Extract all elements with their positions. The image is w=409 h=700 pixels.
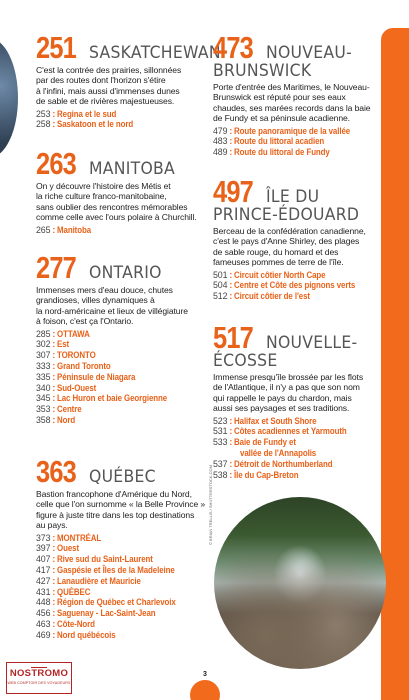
section-links — [213, 126, 378, 158]
section-links — [213, 416, 378, 481]
toc-link[interactable]: 253 : Regina et le sud — [36, 108, 117, 119]
toc-link[interactable]: 533 : Baie de Fundy et — [213, 437, 297, 448]
toc-link[interactable]: 523 : Halifax et South Shore — [213, 415, 317, 426]
section-ontario — [36, 252, 206, 426]
section-links — [36, 533, 206, 641]
region-name-continued: BRUNSWICK — [213, 61, 312, 81]
section-description: On y découvre l'histoire des Métis et la riche culture franco-manitobaine, sans oublier des rencontres mémorables comme celle avec l'ours polaire à Churchill. — [36, 181, 197, 223]
logo-brand: NOSTROMO — [9, 668, 69, 679]
toc-link[interactable]: 353 : Centre — [36, 404, 82, 415]
section-nouvelle-ecosse — [213, 322, 378, 480]
toc-link[interactable]: 345 : Lac Huron et baie Georgienne — [36, 393, 168, 404]
page-number-marker — [190, 680, 220, 700]
section-manitoba — [36, 148, 206, 235]
section-ile-du-prince-edouard — [213, 176, 378, 302]
toc-link[interactable]: 265 : Manitoba — [36, 224, 92, 235]
toc-link[interactable]: 538 : Île du Cap-Breton — [213, 469, 299, 480]
chapter-page-number: 263 — [36, 146, 76, 181]
section-description: C'est la contrée des prairies, sillonnées par des routes dont l'horizon s'étire à l'infini, mais aussi d'immenses dunes de sable et de rivières majestueuses. — [36, 65, 182, 107]
logo-tagline: WEB COMPTOIR DES VOYAGEURS — [7, 681, 71, 685]
region-name-continued: PRINCE-ÉDOUARD — [213, 205, 360, 225]
toc-link[interactable]: 501 : Circuit côtier North Cape — [213, 269, 326, 280]
section-heading — [36, 252, 206, 283]
toc-link[interactable]: 448 : Région de Québec et Charlevoix — [36, 597, 176, 608]
toc-link[interactable]: 335 : Péninsule de Niagara — [36, 371, 136, 382]
toc-link[interactable]: 537 : Détroit de Northumberland — [213, 458, 333, 469]
region-name: NOUVEAU- — [266, 43, 353, 63]
section-description: Porte d'entrée des Maritimes, le Nouveau- Brunswick est réputé pour ses eaux chaudes, ses marées records dans la baie de Fundy et sa péninsule acadienne. — [213, 82, 371, 124]
region-name: SASKATCHEWAN — [89, 43, 222, 63]
toc-link[interactable]: 307 : TORONTO — [36, 350, 96, 361]
toc-link[interactable]: 285 : OTTAWA — [36, 328, 90, 339]
toc-link[interactable]: 258 : Saskatoon et le nord — [36, 119, 134, 130]
cropped-photo-edge — [0, 38, 18, 158]
section-heading — [213, 322, 378, 353]
toc-link[interactable]: 427 : Lanaudière et Mauricie — [36, 575, 142, 586]
section-links — [36, 329, 206, 426]
region-name: ÎLE DU — [266, 187, 320, 207]
section-nouveau-brunswick — [213, 32, 378, 158]
toc-link[interactable]: 512 : Circuit côtier de l'est — [213, 291, 311, 302]
toc-link[interactable]: 407 : Rive sud du Saint-Laurent — [36, 554, 154, 565]
region-name-continued: ÉCOSSE — [213, 351, 278, 371]
page-number: 3 — [203, 671, 207, 678]
toc-link[interactable]: 340 : Sud-Ouest — [36, 382, 97, 393]
section-links — [213, 270, 378, 302]
toc-link[interactable]: 397 : Ouest — [36, 543, 80, 554]
toc-link[interactable]: 489 : Route du littoral de Fundy — [213, 147, 330, 158]
chapter-page-number: 251 — [36, 30, 76, 65]
section-links — [36, 225, 206, 236]
region-name: MANITOBA — [89, 159, 176, 179]
chapter-page-number: 473 — [213, 30, 253, 65]
toc-link-continued[interactable]: vallée de l'Annapolis — [240, 448, 317, 459]
region-name: QUÉBEC — [89, 467, 157, 487]
toc-link[interactable]: 373 : MONTRÉAL — [36, 532, 102, 543]
chapter-page-number: 497 — [213, 174, 253, 209]
region-name: NOUVELLE- — [266, 333, 358, 353]
toc-link[interactable]: 302 : Est — [36, 339, 70, 350]
section-description: Immenses mers d'eau douce, chutes grandioses, villes dynamiques à la nord-américaine et lieux de villégiature à foison, c'est ça l'Ontario. — [36, 285, 188, 327]
toc-link[interactable]: 431 : QUÉBEC — [36, 586, 91, 597]
section-heading — [36, 148, 206, 179]
chapter-page-number: 363 — [36, 454, 76, 489]
section-description: Bastion francophone d'Amérique du Nord, celle que l'on surnomme « la Belle Province » figure à juste titre dans les top destinations au pays. — [36, 489, 206, 531]
toc-link[interactable]: 531 : Côtes acadiennes et Yarmouth — [213, 426, 347, 437]
orange-side-tab — [381, 28, 409, 700]
toc-link[interactable]: 479 : Route panoramique de la vallée — [213, 125, 351, 136]
section-description: Berceau de la confédération canadienne, c'est le pays d'Anne Shirley, des plages de sable rouge, du homard et des fameuses pommes de terre de l'île. — [213, 226, 366, 268]
section-links — [36, 109, 206, 131]
photo-credit: © BRIAN TRELLIS / SHUTTERSTOCK.COM — [208, 465, 213, 545]
toc-link[interactable]: 504 : Centre et Côte des pignons verts — [213, 280, 356, 291]
toc-link[interactable]: 463 : Côte-Nord — [36, 619, 96, 629]
section-heading — [36, 456, 206, 487]
toc-link[interactable]: 483 : Route du littoral acadien — [213, 136, 325, 147]
chapter-page-number: 517 — [213, 320, 253, 355]
nostromo-logo — [6, 662, 72, 694]
region-name: ONTARIO — [89, 263, 162, 283]
section-description: Immense presqu'île brossée par les flots de l'Atlantique, il n'y a pas que son nom qui rappelle le pays du chardon, mais aussi ses paysages et ses traditions. — [213, 372, 364, 414]
toc-link[interactable]: 358 : Nord — [36, 415, 76, 425]
chapter-page-number: 277 — [36, 250, 76, 285]
toc-link[interactable]: 417 : Gaspésie et Îles de la Madeleine — [36, 565, 175, 576]
section-saskatchewan — [36, 30, 222, 130]
toc-link[interactable]: 333 : Grand Toronto — [36, 361, 111, 372]
toc-link[interactable]: 456 : Saguenay - Lac-Saint-Jean — [36, 608, 156, 619]
section-heading — [213, 32, 378, 63]
section-quebec — [36, 456, 206, 641]
boat-icon — [31, 662, 47, 668]
canyon-river-photo — [214, 497, 386, 669]
section-heading — [213, 176, 378, 207]
toc-link[interactable]: 469 : Nord québécois — [36, 629, 116, 640]
section-heading — [36, 30, 222, 65]
